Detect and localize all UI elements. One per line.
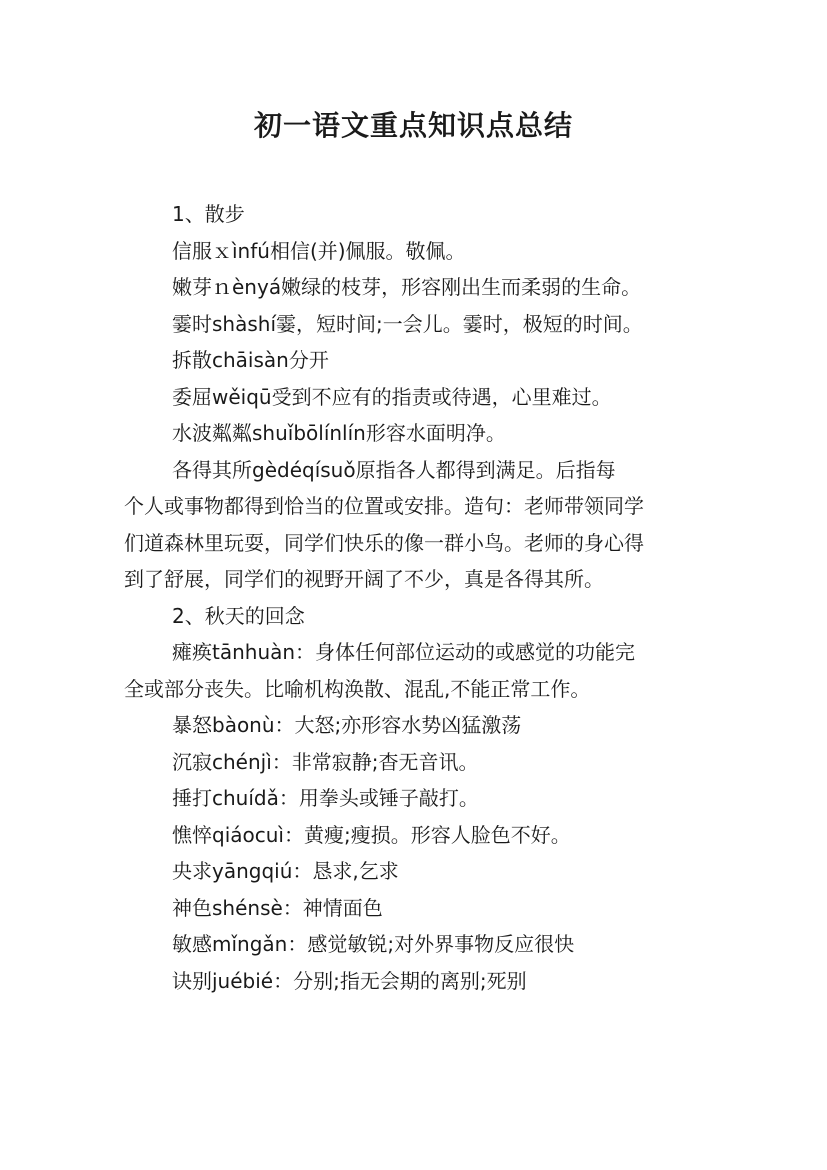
paragraph-line: 个人或事物都得到恰当的位置或安排。造句：老师带领同学 (124, 494, 644, 518)
paragraph-line: 到了舒展，同学们的视野开阔了不少，真是各得其所。 (124, 567, 604, 591)
vocab-line: 委屈wěiqū受到不应有的指责或待遇，心里难过。 (172, 384, 612, 409)
document-body (124, 196, 724, 999)
vocab-line: 拆散chāisàn分开 (172, 348, 329, 372)
vocab-paragraph (124, 452, 724, 598)
vocab-line: 神色shénsè：神情面色 (172, 895, 383, 920)
section-heading: 1、散步 (172, 202, 245, 226)
vocab-line: 水波粼粼shuǐbōlínlín形容水面明净。 (172, 421, 506, 445)
paragraph-line: 全或部分丧失。比喻机构涣散、混乱,不能正常工作。 (124, 676, 591, 701)
vocab-line: 暴怒bàonù：大怒;亦形容水势凶猛激荡 (172, 713, 522, 737)
vocab-line: 憔悴qiáocuì：黄瘦;瘦损。形容人脸色不好。 (172, 822, 571, 847)
paragraph-line: 各得其所gèdéqísuǒ原指各人都得到满足。后指每 (172, 457, 616, 482)
document-title: 初一语文重点知识点总结 (253, 109, 573, 142)
section-heading: 2、秋天的回念 (172, 603, 305, 628)
paragraph-line: 们道森林里玩耍，同学们快乐的像一群小鸟。老师的身心得 (124, 530, 644, 555)
vocab-line: 捶打chuídǎ：用拳头或锤子敲打。 (172, 786, 479, 810)
vocab-line: 嫩芽ｎènyá嫩绿的枝芽，形容刚出生而柔弱的生命。 (172, 275, 642, 299)
paragraph-line: 瘫痪tānhuàn：身体任何部位运动的或感觉的功能完 (172, 640, 636, 664)
vocab-paragraph (124, 634, 724, 707)
vocab-line: 诀别juébié：分别;指无会期的离别;死别 (172, 968, 527, 993)
vocab-line: 沉寂chénjì：非常寂静;杳无音讯。 (172, 749, 479, 774)
vocab-line: 霎时shàshí霎，短时间;一会儿。霎时，极短的时间。 (172, 311, 643, 336)
vocab-line: 信服ｘìnfú相信(并)佩服。敬佩。 (172, 238, 466, 263)
vocab-line: 敏感mǐngǎn：感觉敏锐;对外界事物反应很快 (172, 932, 575, 956)
vocab-line: 央求yāngqiú：恳求,乞求 (172, 859, 399, 883)
